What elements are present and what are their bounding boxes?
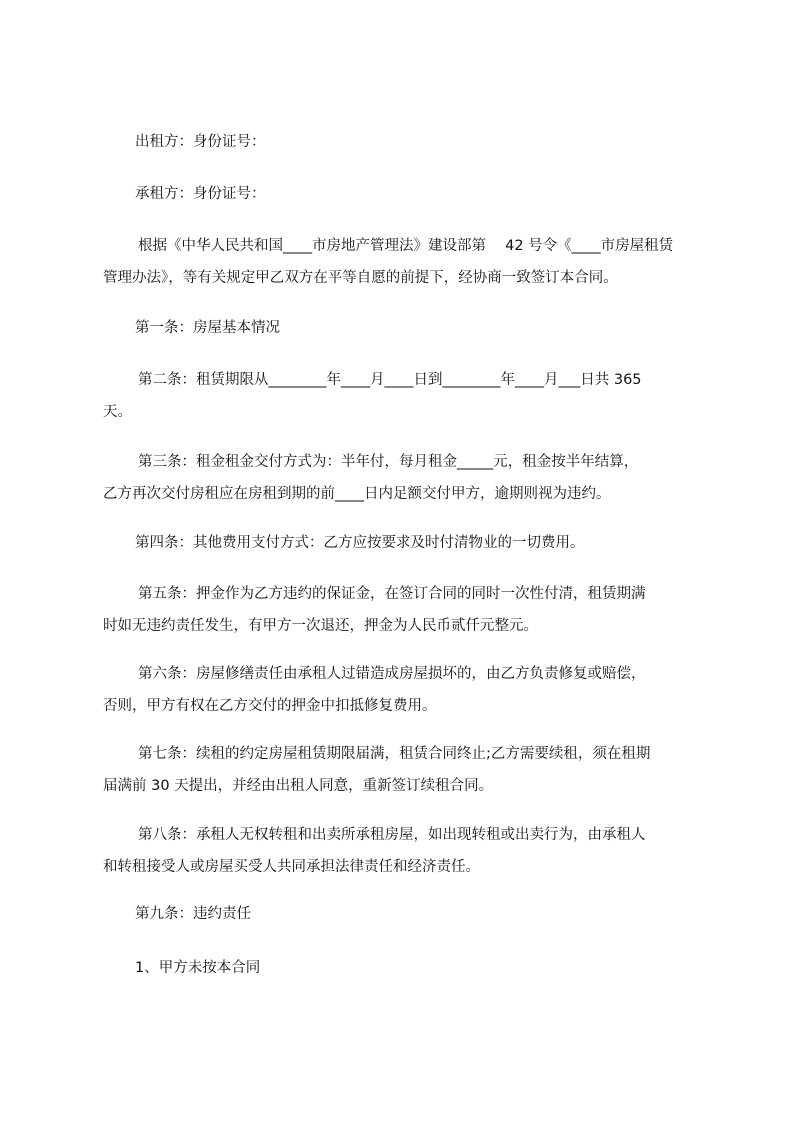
article-9-heading: 第九条：违约责任: [135, 906, 251, 922]
lessee-id-line: 承租方：身份证号：: [135, 186, 266, 202]
lessor-id-line: 出租方：身份证号：: [135, 134, 266, 150]
article-8-line-1: 第八条：承租人无权转租和出卖所承租房屋，如出现转租或出卖行为，由承租人: [138, 827, 646, 843]
article-7-paragraph: [103, 738, 703, 802]
article-5-line-2: 时如无违约责任发生，有甲方一次退还，押金为人民币贰仟元整元。: [103, 618, 538, 634]
article-6-line-1: 第六条：房屋修缮责任由承租人过错造成房屋损坏的，由乙方负责修复或赔偿，: [138, 666, 646, 682]
article-4-paragraph: 第四条：其他费用支付方式：乙方应按要求及时付清物业的一切费用。: [135, 535, 585, 551]
article-2-line-2: 天。: [103, 404, 132, 420]
clause-9-1: 1、甲方未按本合同: [135, 960, 261, 976]
article-3-line-2: 乙方再次交付房租应在房租到期的前____日内足额交付甲方，逾期则视为违约。: [103, 486, 611, 502]
article-1-heading: 第一条：房屋基本情况: [135, 320, 280, 336]
article-2-paragraph: [103, 364, 703, 428]
article-5-line-1: 第五条：押金作为乙方违约的保证金，在签订合同的同时一次性付清，租赁期满: [138, 586, 646, 602]
article-3-line-1: 第三条：租金租金交付方式为：半年付，每月租金_____元，租金按半年结算，: [138, 454, 639, 470]
preamble-paragraph: [103, 230, 703, 294]
article-8-paragraph: [103, 819, 703, 883]
article-7-line-1: 第七条：续租的约定房屋租赁期限届满，租赁合同终止;乙方需要续租，须在租期: [138, 746, 651, 762]
article-6-line-2: 否则，甲方有权在乙方交付的押金中扣抵修复费用。: [103, 698, 437, 714]
article-3-paragraph: [103, 446, 703, 510]
article-6-paragraph: [103, 658, 703, 722]
preamble-line-1: 根据《中华人民共和国____市房地产管理法》建设部第 42 号令《____市房屋租赁: [138, 238, 674, 254]
article-2-line-1: 第二条：租赁期限从________年____月____日到________年____月___日共 365: [138, 372, 642, 388]
article-5-paragraph: [103, 578, 703, 642]
preamble-line-2: 管理办法》，等有关规定甲乙双方在平等自愿的前提下，经协商一致签订本合同。: [103, 270, 618, 286]
article-8-line-2: 和转租接受人或房屋买受人共同承担法律责任和经济责任。: [103, 859, 480, 875]
article-7-line-2: 届满前 30 天提出，并经由出租人同意，重新签订续租合同。: [103, 778, 494, 794]
